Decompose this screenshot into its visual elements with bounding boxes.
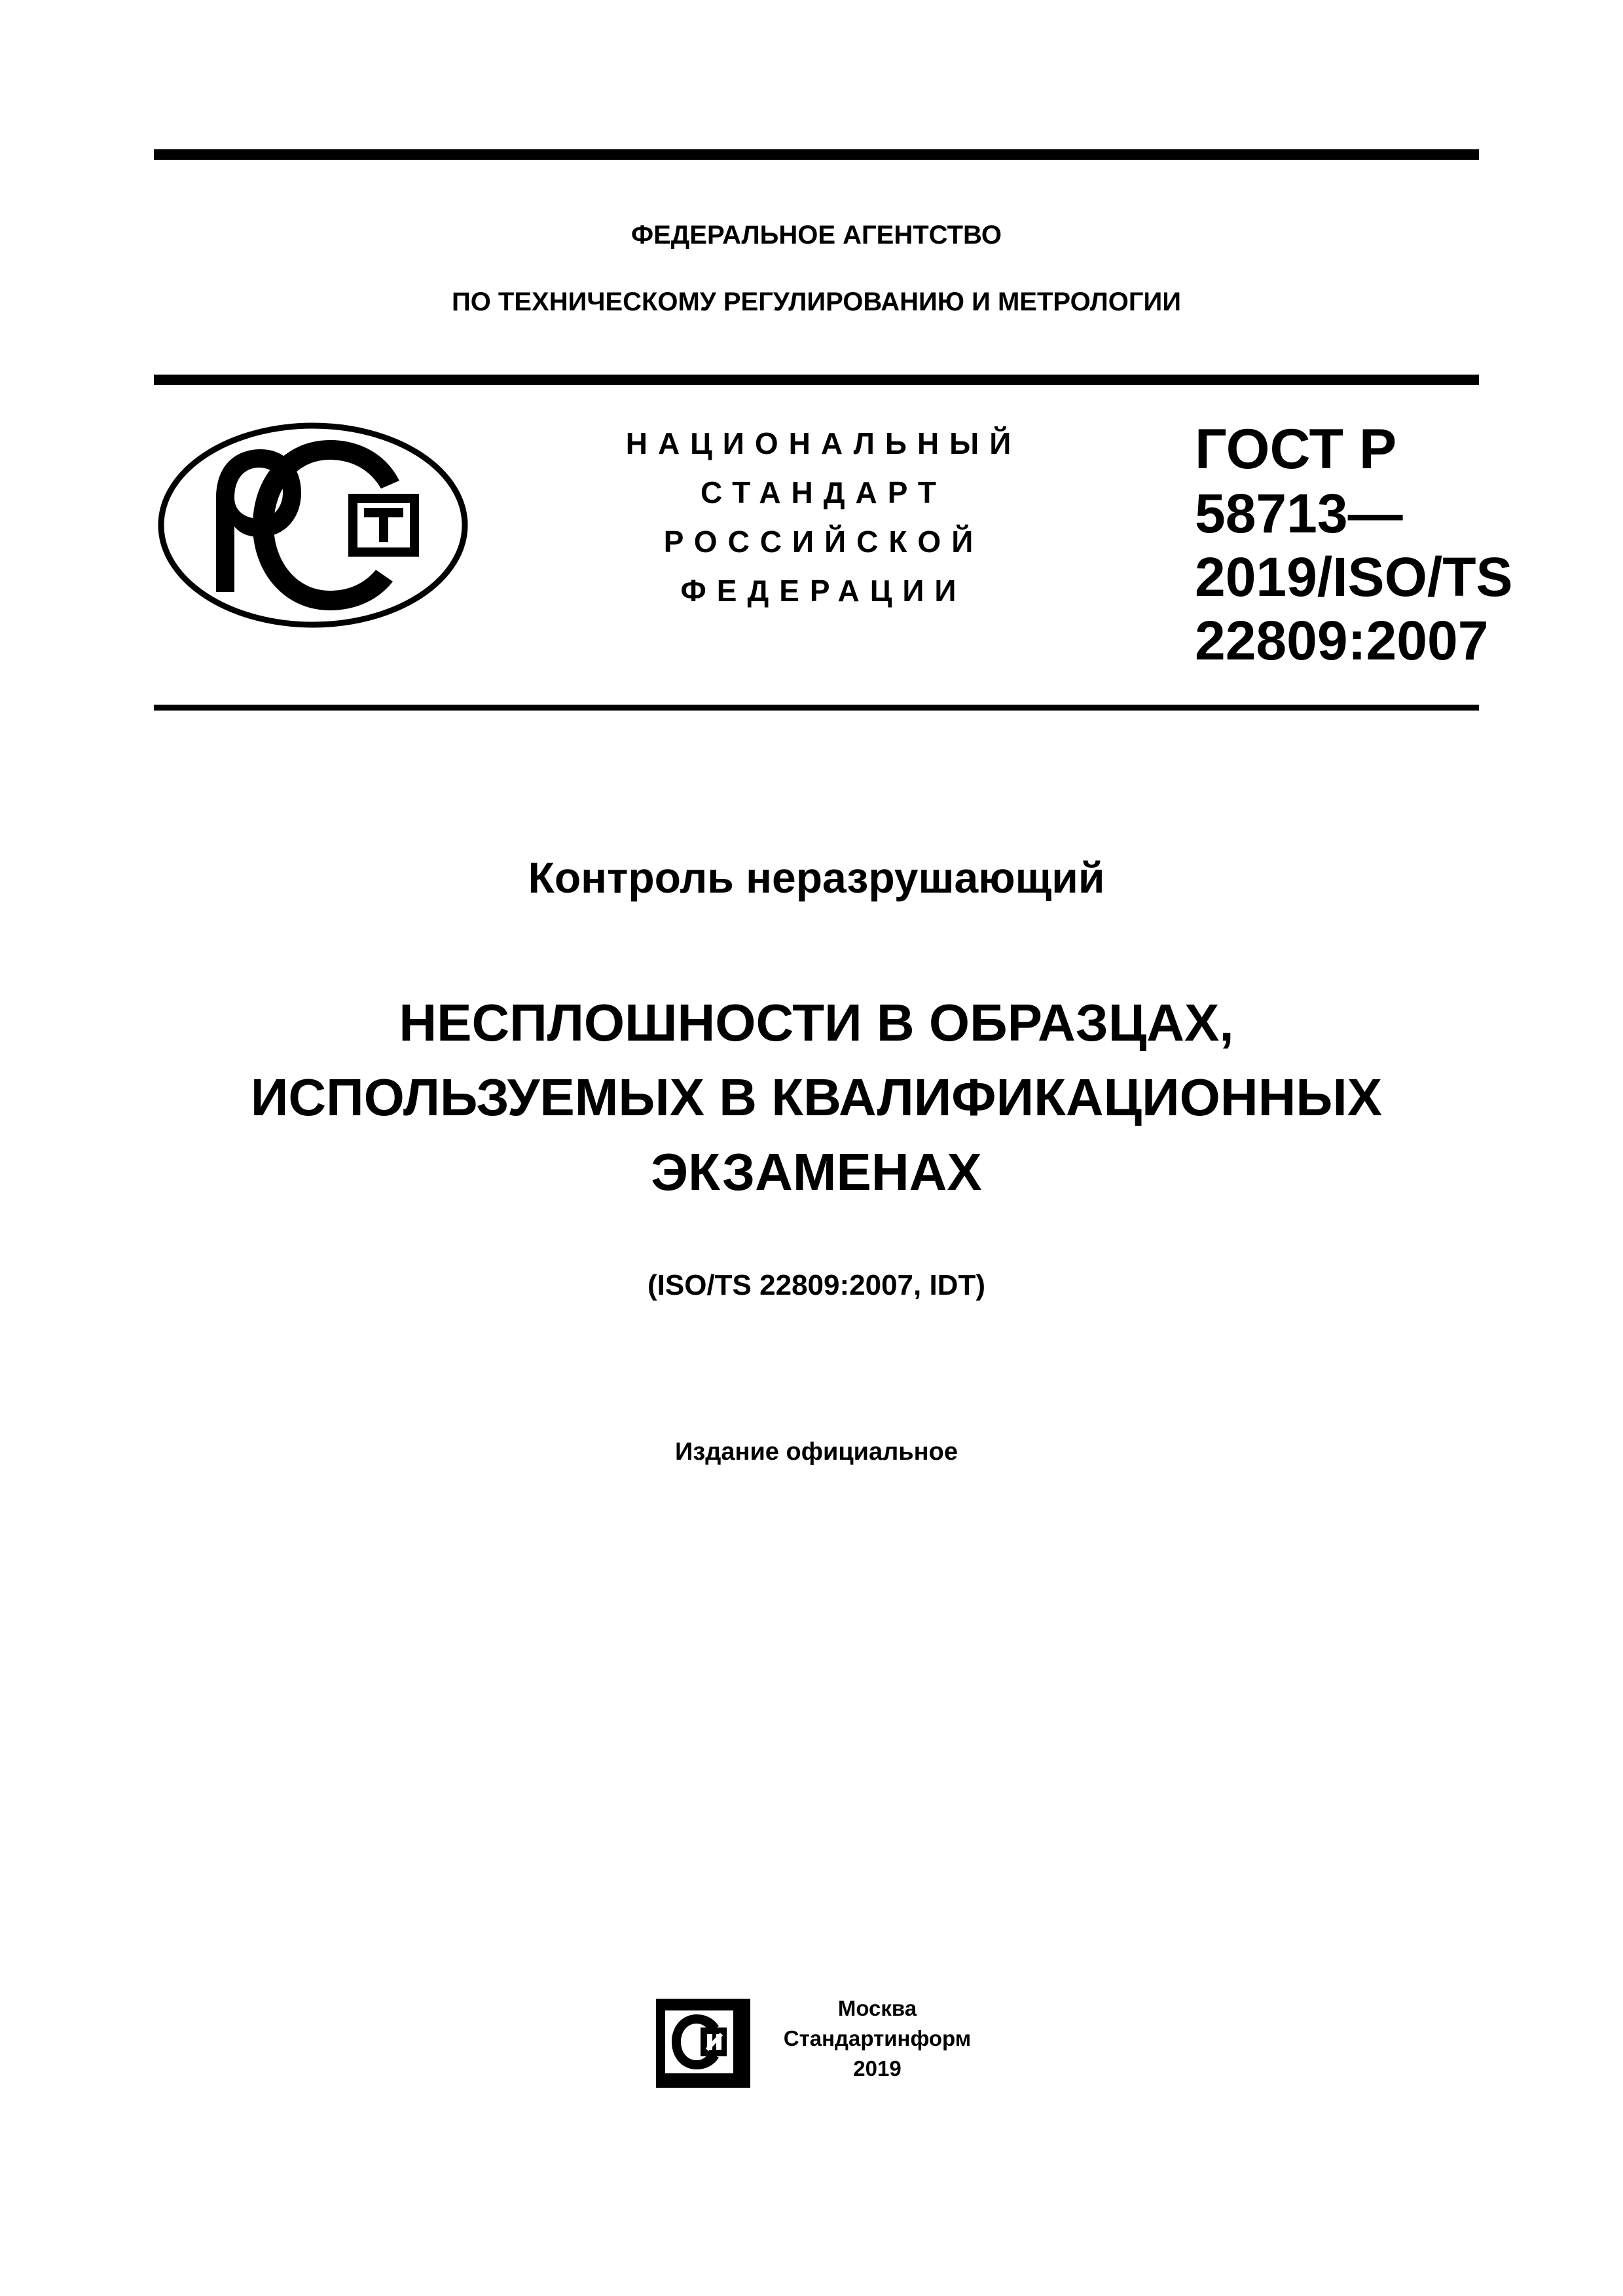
header-divider xyxy=(154,375,1479,385)
designation-line: 58713— xyxy=(1195,483,1403,544)
top-divider xyxy=(154,149,1479,160)
standard-type-line: НАЦИОНАЛЬНЫЙ xyxy=(625,426,1022,460)
standartinform-logo-icon xyxy=(655,1997,752,2089)
iso-reference: (ISO/TS 22809:2007, IDT) xyxy=(647,1269,985,1301)
standard-type-line: РОССИЙСКОЙ xyxy=(663,525,984,559)
document-subtitle: Контроль неразрушающий xyxy=(528,853,1105,902)
standard-type-line: ФЕДЕРАЦИИ xyxy=(680,574,967,608)
rst-logo-icon xyxy=(156,420,470,630)
agency-name-line-2: ПО ТЕХНИЧЕСКОМУ РЕГУЛИРОВАНИЮ И МЕТРОЛОГИИ xyxy=(451,287,1182,316)
title-line: ИСПОЛЬЗУЕМЫХ В КВАЛИФИКАЦИОННЫХ xyxy=(250,1068,1383,1126)
standard-type-block xyxy=(589,419,1048,616)
title-divider xyxy=(154,705,1479,711)
standard-type-line: СТАНДАРТ xyxy=(701,475,947,509)
publisher-block xyxy=(766,1993,989,2084)
designation-line: 2019/ISO/TS xyxy=(1195,546,1513,608)
document-title xyxy=(154,986,1479,1210)
publisher-name: Стандартинформ xyxy=(783,2026,972,2050)
edition-note: Издание официальное xyxy=(675,1438,958,1466)
designation-line: ГОСТ Р xyxy=(1195,418,1397,481)
title-line: ЭКЗАМЕНАХ xyxy=(651,1143,982,1201)
agency-name-line-1: ФЕДЕРАЛЬНОЕ АГЕНТСТВО xyxy=(630,221,1002,250)
publisher-city: Москва xyxy=(837,1996,917,2020)
standard-designation xyxy=(1195,417,1513,673)
publisher-year: 2019 xyxy=(853,2056,902,2081)
designation-line: 22809:2007 xyxy=(1195,610,1489,671)
title-line: НЕСПЛОШНОСТИ В ОБРАЗЦАХ, xyxy=(399,993,1234,1052)
